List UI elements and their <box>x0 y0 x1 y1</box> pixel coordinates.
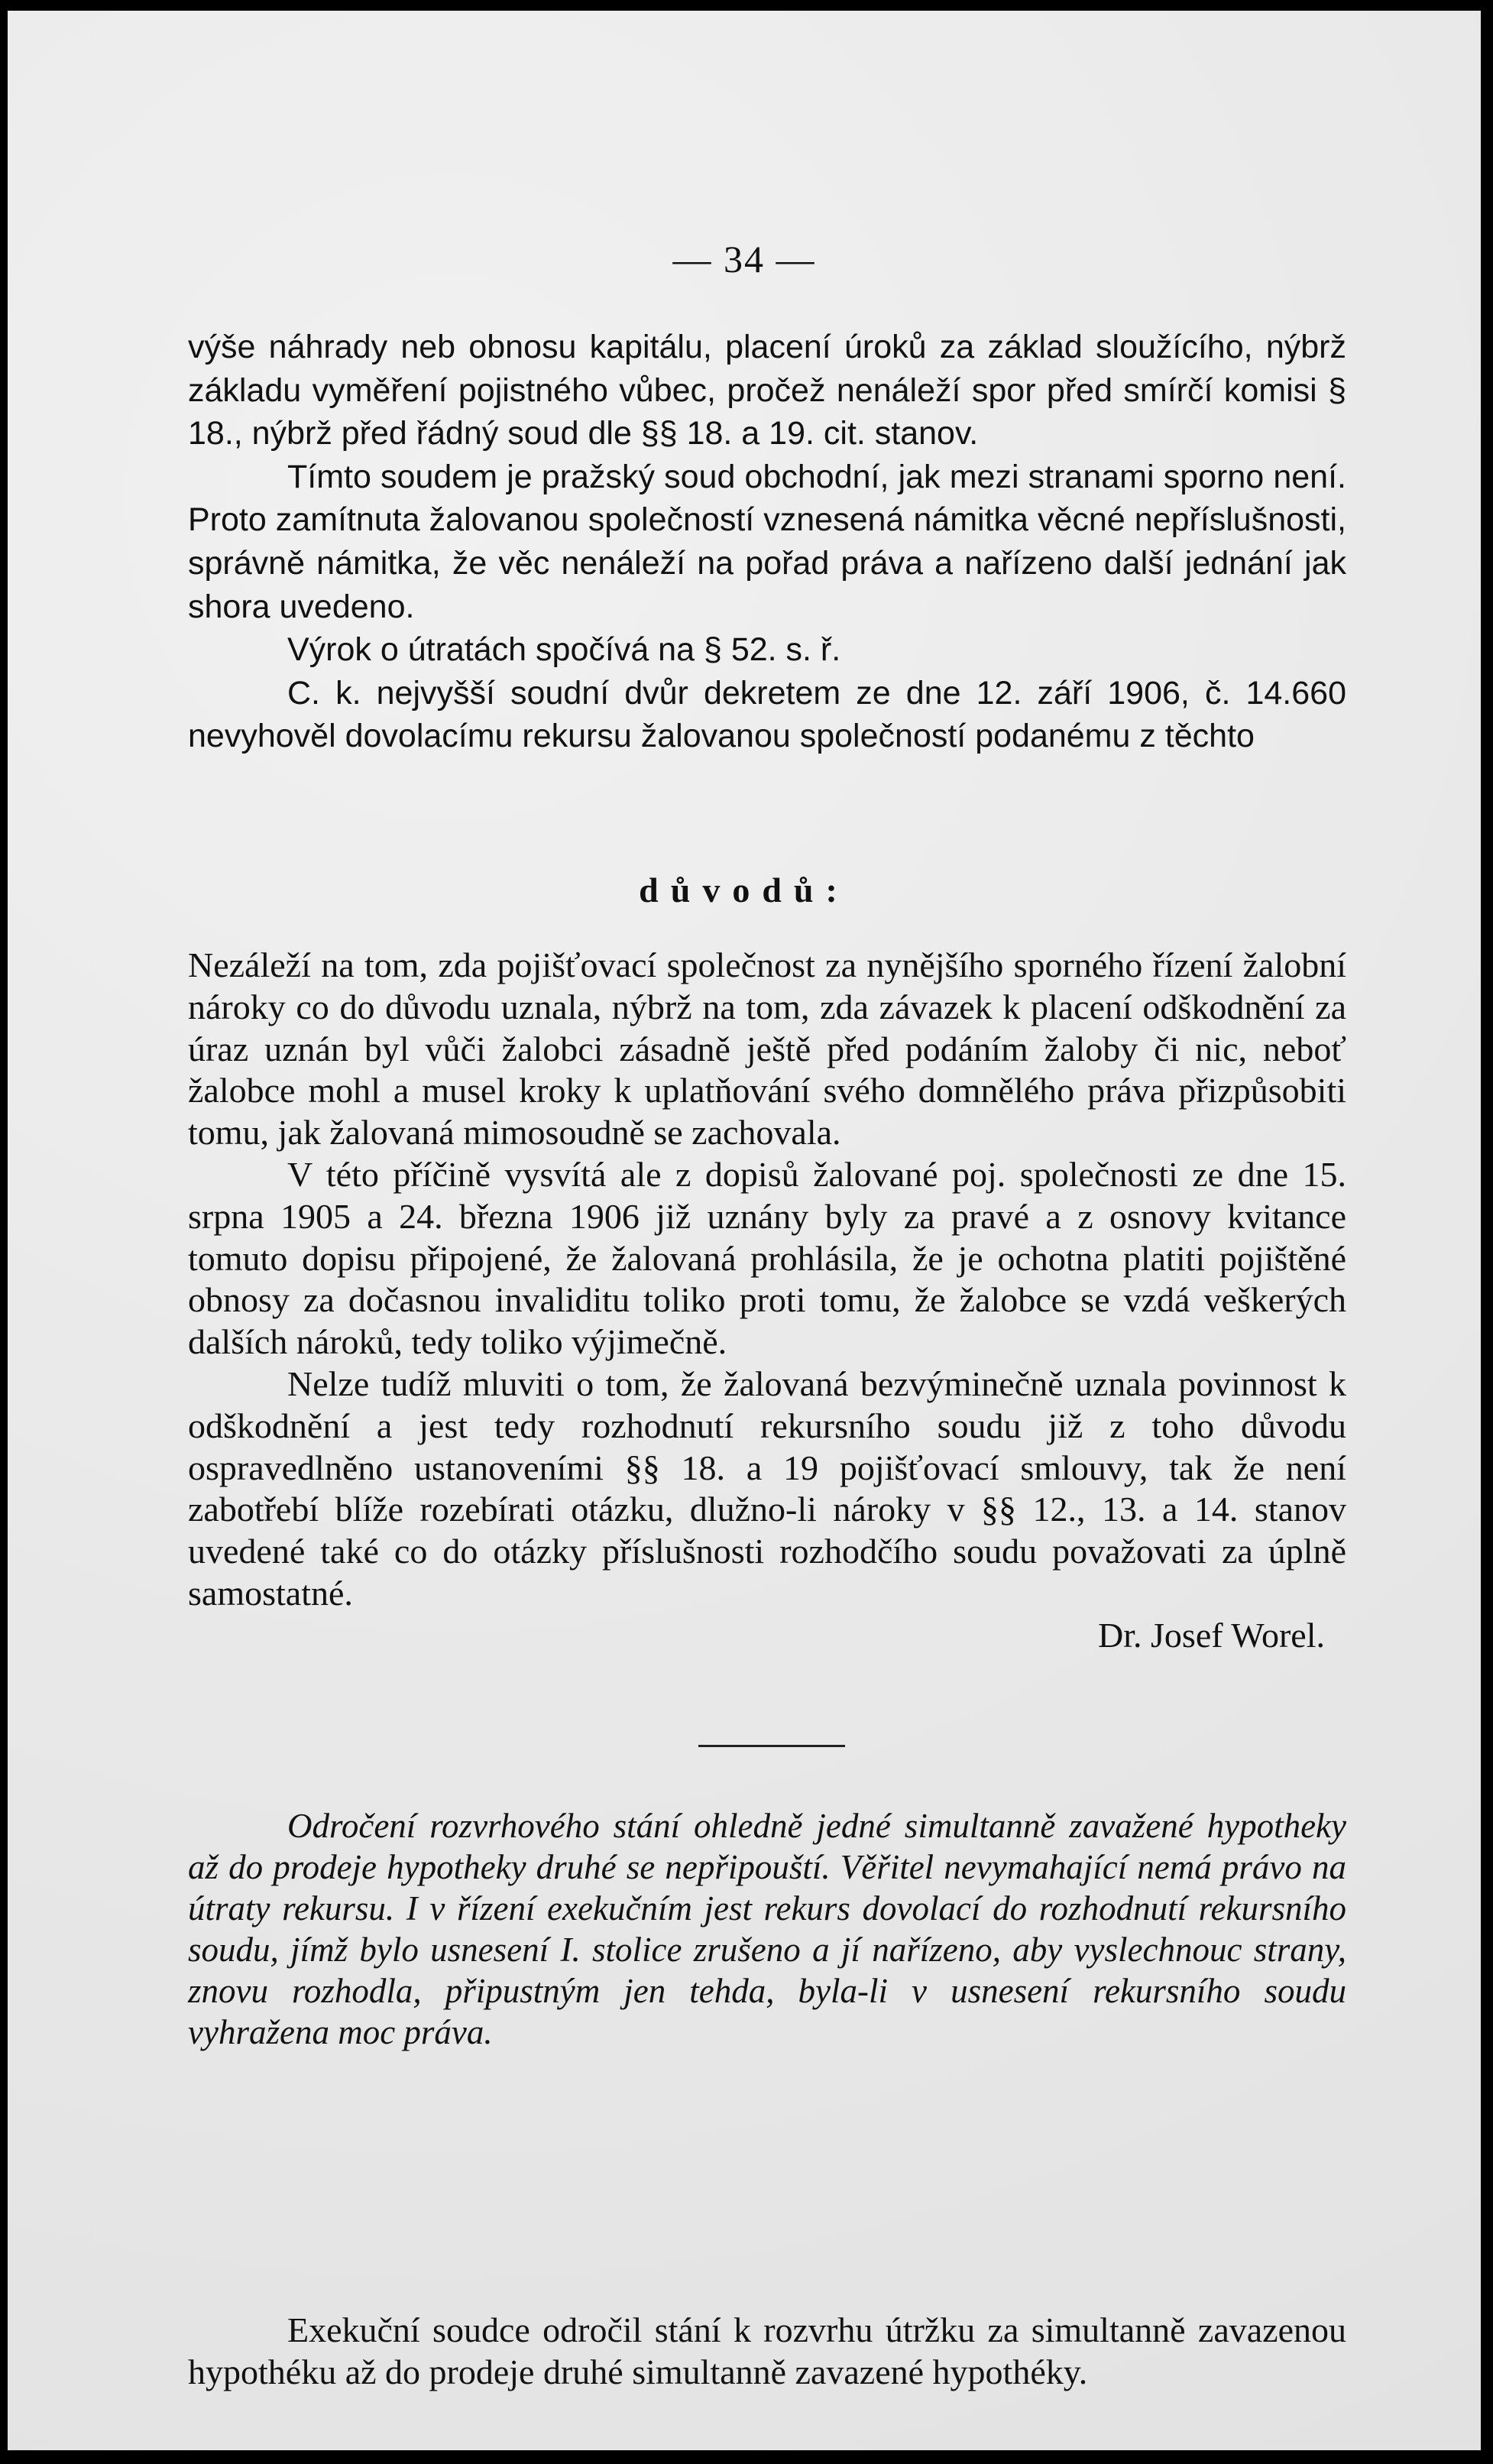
paragraph-reason-1: Nezáleží na tom, zda pojišťovací společnost za nynějšího sporného řízení žalobní nároky co do důvodu uznala, nýbrž na tom, zda závazek k placení odškodnění za úraz uznán byl vůči žalobci zásadně ještě před podáním žaloby či nic, neboť žalobce mohl a musel kroky k uplatňování svého domnělého práva přizpůsobiti tomu, jak žalovaná mimosoudně se zachovala. <box>188 945 1346 1153</box>
document-page <box>8 11 1481 2450</box>
section-divider <box>698 1745 845 1747</box>
paragraph-costs: Výrok o útratách spočívá na § 52. s. ř. <box>287 631 841 669</box>
reasons-heading: důvodů: <box>639 871 850 909</box>
summary-text-block <box>188 1805 1346 2053</box>
italic-summary: Odročení rozvrhového stání ohledně jedné simultanně zavažené hypotheky až do prodeje hypotheky druhé se nepřipouští. Věřitel nevymahající nemá právo na útraty rekursu. I v řízení exekučním jest rekurs dovolací do rozhodnutí rekursního soudu, jímž bylo usnesení I. stolice zrušeno a jí nařízeno, aby vyslechnouc strany, znovu rozhodla, připustným jen tehda, byla-li v usnesení rekursního soudu vyhražena moc práva. <box>188 1807 1346 2051</box>
paragraph-continuation: výše náhrady neb obnosu kapitálu, placení úroků za základ sloužícího, nýbrž základu vyměření pojistného vůbec, pročež nenáleží spor před smírčí komisi § 18., nýbrž před řádný soud dle §§ 18. a 19. cit. stanov. <box>188 329 1346 452</box>
decision-text-block <box>188 326 1346 758</box>
page-number: — 34 — <box>672 238 816 280</box>
paragraph-supreme-court: C. k. nejvyšší soudní dvůr dekretem ze dne 12. září 1906, č. 14.660 nevyhověl dovolacímu rekursu žalovanou společností podanému z těchto <box>188 674 1346 755</box>
paragraph-reason-3: Nelze tudíž mluviti o tom, že žalovaná bezvýminečně uznala povinnost k odškodnění a jest tedy rozhodnutí rekursního soudu již z toho důvodu ospravedlněno ustanoveními §§ 18. a 19 pojišťovací smlouvy, tak že není zabotřebí blíže rozebírati otázku, dlužno-li nároky v §§ 12., 13. a 14. stanov uvedené také co do otázky příslušnosti rozhodčího soudu považovati za úplně samostatné. <box>188 1363 1346 1613</box>
paragraph-reason-2: V této příčině vysvítá ale z dopisů žalované poj. společnosti ze dne 15. srpna 1905 a 24. března 1906 již uznány byly za pravé a z osnovy kvitance tomuto dopisu připojené, že žalovaná prohlásila, že je ochotna platiti pojištěné obnosy za dočasnou invaliditu toliko proti tomu, že žalobce se vzdá veškerých dalších nároků, tedy toliko výjimečně. <box>188 1154 1346 1362</box>
reasons-text-block <box>188 945 1346 1657</box>
paragraph-court-competence: Tímto soudem je pražský soud obchodní, jak mezi stranami sporno není. Proto zamítnuta žalovanou společností vznesená námitka věcné nepříslušnosti, správně námitka, že věc nenáleží na pořad práva a nařízeno další jednání jak shora uvedeno. <box>188 458 1346 625</box>
signature: Dr. Josef Worel. <box>1098 1615 1325 1655</box>
closing-paragraph: Exekuční soudce odročil stání k rozvrhu útržku za simultanně zavazenou hypothéku až do prodeje druhé simultanně zavazené hypothéky. <box>188 2310 1346 2391</box>
closing-text-block <box>188 2310 1346 2394</box>
